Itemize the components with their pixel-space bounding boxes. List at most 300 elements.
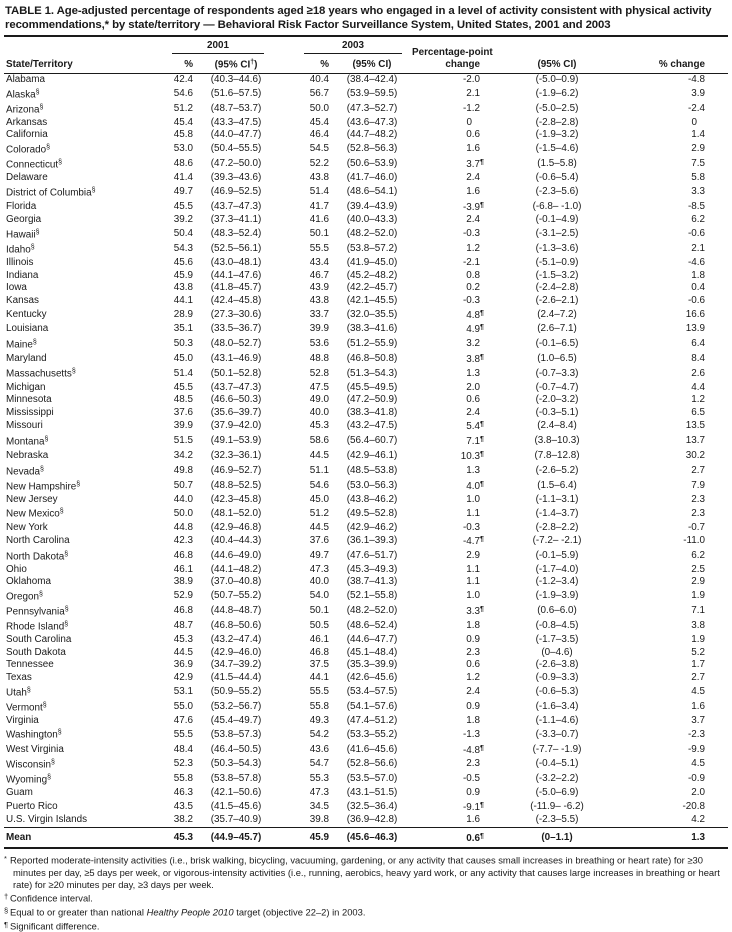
cell-2001-pct: 55.8 (173, 773, 193, 785)
change-value: 2.3 (466, 646, 480, 658)
cell-change-ci: (-2.3–5.5) (535, 814, 579, 826)
change-value: 1.8 (466, 620, 480, 632)
cell-2003-pct: 56.7 (309, 87, 329, 99)
change-value: -1.3 (462, 728, 480, 740)
cell-state (4, 419, 170, 434)
cell-change-ci: (-2.8–2.2) (535, 521, 579, 533)
cell-state (4, 743, 170, 758)
change-value: 1.2 (466, 243, 480, 255)
cell-2001-pct: 54.6 (173, 87, 193, 99)
pct-change-value: 2.9 (691, 576, 705, 588)
cell-2001-ci: (43.3–47.5) (210, 116, 262, 128)
cell-change-ci: (-1.9–3.2) (535, 129, 579, 141)
table-row (4, 102, 728, 117)
cell-2003-ci: (53.4–57.5) (346, 685, 398, 697)
cell-2001-pct: 45.0 (173, 352, 193, 364)
pct-change-value: -4.6 (687, 257, 705, 269)
cell-2001-pct: 45.5 (173, 200, 193, 212)
cell-change-ci: (-5.0–2.5) (535, 102, 579, 114)
footnote-confidence-interval (4, 891, 728, 905)
cell-2001-pct: 52.3 (173, 758, 193, 770)
cell-change (412, 185, 492, 200)
state-name: California (6, 129, 48, 141)
col-header-2001-ci (196, 56, 276, 74)
pct-change-value: 4.5 (691, 758, 705, 770)
cell-2001-ci: (41.5–44.4) (210, 672, 262, 684)
pct-change-value: 1.2 (691, 394, 705, 406)
cell-2001-pct: 51.2 (173, 102, 193, 114)
change-value: 2.4 (466, 214, 480, 226)
cell-2003-ci: (47.6–51.7) (346, 549, 398, 561)
change-value: 0 (466, 116, 472, 128)
cell-change (412, 589, 492, 604)
state-name: Michigan (6, 381, 46, 393)
cell-state (4, 727, 170, 742)
cell-2003-pct: 45.9 (276, 828, 332, 849)
cell-2001-pct: 51.4 (173, 367, 193, 379)
cell-2003-pct: 43.6 (309, 743, 329, 755)
cell-pct-change (622, 743, 728, 758)
cell-2001-pct: 46.8 (173, 605, 193, 617)
cell-2003-pct: 54.0 (309, 590, 329, 602)
cell-change (412, 700, 492, 715)
change-value: -2.0 (462, 74, 480, 85)
cell-2001-pct: 43.5 (173, 800, 193, 812)
cell-pct-change (622, 787, 728, 800)
cell-change-ci: (-5.1–0.9) (535, 257, 579, 269)
header-group-row (4, 37, 728, 56)
cell-2001-pct: 45.3 (170, 828, 196, 849)
pct-change-value: 30.2 (685, 450, 705, 462)
cell-2001-pct: 45.5 (173, 381, 193, 393)
footnote-text: Confidence interval. (10, 892, 93, 904)
hp2010-target-marker: § (57, 729, 62, 737)
hp2010-target-marker: § (42, 701, 47, 709)
cell-2001-ci: (42.1–50.6) (210, 787, 262, 799)
cell-2001-pct: 39.9 (173, 420, 193, 432)
cell-change (412, 87, 492, 102)
cell-change-ci: (-2.4–2.8) (535, 282, 579, 294)
cell-2001-ci: (43.7–47.3) (210, 200, 262, 212)
cell-change-ci: (-0.1–6.5) (535, 338, 579, 350)
cell-change-ci: (-0.4–5.1) (535, 758, 579, 770)
cell-2003-ci: (48.2–52.0) (346, 605, 398, 617)
cell-2003-pct: 44.5 (309, 450, 329, 462)
cell-pct-change (622, 337, 728, 352)
change-value: 0.8 (466, 269, 480, 281)
pct-change-value: 5.2 (691, 646, 705, 658)
change-value: 1.0 (466, 493, 480, 505)
cell-2001-ci: (27.3–30.6) (210, 308, 262, 320)
cell-change (412, 352, 492, 367)
cell-state (4, 242, 170, 257)
pct-change-value: -9.9 (687, 743, 705, 755)
cell-2001-pct: 48.6 (173, 158, 193, 170)
cell-change (412, 787, 492, 800)
pct-change-value: 1.3 (691, 832, 705, 844)
cell-change (412, 743, 492, 758)
col-header-percentage-point-change (412, 37, 492, 74)
table-row (4, 772, 728, 787)
cell-change-ci: (-5.0–6.9) (535, 787, 579, 799)
table-title: TABLE 1. Age-adjusted percentage of respondents aged ≥18 years who engaged in a level of activity consistent with physical activity recommendations,* by state/territory — Behavioral Risk Factor Surveillance System, United States, 2001 and 2003 (5, 5, 712, 31)
cell-2003-ci: (43.6–47.3) (346, 116, 398, 128)
cell-pct-change (622, 282, 728, 295)
change-value: 1.6 (466, 186, 480, 197)
change-value: 1.3 (466, 464, 480, 476)
cell-change (412, 74, 492, 87)
change-value: 5.4 (466, 421, 480, 433)
cell-2003-ci: (47.4–51.2) (346, 714, 398, 726)
cell-state (4, 102, 170, 117)
cell-2003-ci: (41.6–45.6) (346, 743, 398, 755)
change-value: 0.2 (466, 282, 480, 294)
state-name: Connecticut (6, 159, 59, 171)
change-value: -2.1 (462, 257, 480, 269)
cell-2001-ci: (44.9–45.7) (196, 828, 276, 849)
table-row (4, 366, 728, 381)
cell-change-ci: (-1.4–3.7) (535, 507, 579, 519)
cell-change (412, 117, 492, 130)
cell-2003-pct: 49.7 (309, 549, 329, 561)
cell-2003-pct: 52.8 (309, 367, 329, 379)
cell-change-ci: (2.4–8.4) (537, 420, 577, 432)
table-row (4, 464, 728, 479)
table-row (4, 589, 728, 604)
cell-change (412, 200, 492, 215)
table-row (4, 506, 728, 521)
state-name: Alaska (6, 89, 36, 101)
cell-2001-ci: (48.7–53.7) (210, 102, 262, 114)
cell-pct-change (622, 308, 728, 323)
cell-2001-ci: (41.5–45.6) (210, 800, 262, 812)
cell-state (4, 549, 170, 564)
cell-change (412, 382, 492, 395)
change-value: -0.3 (462, 228, 480, 240)
pct-change-value: 0.4 (691, 282, 705, 294)
cell-change-ci: (-1.5–3.2) (535, 269, 579, 281)
cell-pct-change (622, 214, 728, 227)
table-row (4, 407, 728, 420)
cell-2001-pct: 44.5 (173, 646, 193, 658)
cell-change-ci: (-6.8– -1.0) (532, 200, 582, 212)
cell-2001-pct: 55.0 (173, 700, 193, 712)
change-value: 1.1 (466, 576, 480, 588)
cell-2003-pct: 55.8 (309, 700, 329, 712)
cell-change-ci: (0–4.6) (541, 646, 573, 658)
cell-change (412, 172, 492, 185)
cell-state (4, 394, 170, 407)
cell-2001-pct: 36.9 (173, 659, 193, 671)
pct-change-value: -20.8 (682, 800, 705, 812)
cell-pct-change (622, 522, 728, 535)
cell-2001-pct: 49.8 (173, 464, 193, 476)
cell-2001-pct: 48.7 (173, 620, 193, 632)
cell-state (4, 117, 170, 130)
state-name: District of Columbia (6, 187, 92, 199)
significance-marker: ¶ (480, 201, 484, 209)
hp2010-target-marker: § (47, 774, 51, 782)
footnote-significant-difference (4, 919, 728, 932)
cell-pct-change (622, 295, 728, 308)
cell-change (412, 619, 492, 634)
table-row (4, 787, 728, 800)
col-header-state: State/Territory (4, 37, 170, 74)
change-value: 7.1 (466, 436, 480, 448)
table-row (4, 200, 728, 215)
cell-change-ci: (2.6–7.1) (537, 323, 577, 335)
cell-pct-change (622, 549, 728, 564)
cell-2003-pct: 34.5 (309, 800, 329, 812)
cell-pct-change (622, 434, 728, 449)
table-row (4, 227, 728, 242)
state-name: Illinois (6, 257, 34, 269)
cell-pct-change (622, 800, 728, 815)
cell-2003-ci: (39.4–43.9) (346, 200, 398, 212)
cell-change-ci: (-1.7–3.5) (535, 634, 579, 646)
cell-2001-ci: (50.4–55.5) (210, 143, 262, 155)
cell-2003-pct: 54.7 (309, 758, 329, 770)
cell-2001-ci: (46.8–50.6) (210, 620, 262, 632)
state-name: New York (6, 521, 48, 533)
cell-2001-ci: (44.6–49.0) (210, 549, 262, 561)
cell-2003-ci: (36.9–42.8) (346, 814, 398, 826)
cell-change (412, 282, 492, 295)
cell-state (4, 308, 170, 323)
cell-state (4, 685, 170, 700)
pct-change-value: 8.4 (691, 352, 705, 364)
cell-2003-ci: (48.2–52.0) (346, 228, 398, 240)
cell-2001-ci: (43.1–46.9) (210, 352, 262, 364)
change-value: -0.5 (462, 773, 480, 785)
table-row (4, 117, 728, 130)
cell-2001-ci: (44.0–47.7) (210, 129, 262, 141)
cell-2003-pct: 43.9 (309, 282, 329, 294)
cell-2001-ci: (40.4–44.3) (210, 535, 262, 547)
state-name: Mississippi (6, 406, 54, 418)
significance-marker: ¶ (480, 480, 484, 488)
cell-2001-ci: (47.2–50.0) (210, 158, 262, 170)
cell-pct-change (622, 772, 728, 787)
table-row (4, 494, 728, 507)
table-row (4, 757, 728, 772)
cell-state (4, 185, 170, 200)
table-row (4, 87, 728, 102)
hp2010-target-marker: § (35, 229, 40, 237)
significance-marker: ¶ (480, 451, 484, 459)
cell-2003-ci: (42.9–46.1) (346, 450, 398, 462)
data-table (4, 37, 728, 849)
significance-marker: ¶ (480, 421, 484, 429)
cell-state (4, 142, 170, 157)
cell-change-ci: (-5.0–0.9) (535, 74, 579, 85)
cell-state (4, 659, 170, 672)
pct-change-value: 1.9 (691, 634, 705, 646)
cell-change (412, 295, 492, 308)
pct-change-value: 4.4 (691, 381, 705, 393)
cell-2003-pct: 41.7 (309, 200, 329, 212)
cell-2001-ci: (48.1–52.0) (210, 507, 262, 519)
state-name: Guam (6, 787, 33, 799)
state-name: Pennsylvania (6, 606, 65, 618)
table-row (4, 214, 728, 227)
state-name: Florida (6, 200, 37, 212)
state-name: Nebraska (6, 450, 49, 462)
significance-marker: ¶ (480, 353, 484, 361)
cell-2001-pct: 50.7 (173, 479, 193, 491)
pct-change-value: 3.7 (691, 714, 705, 726)
cell-2001-ci: (53.8–57.8) (210, 773, 262, 785)
col-group-2001 (170, 37, 276, 56)
cell-2001-ci: (52.5–56.1) (210, 243, 262, 255)
table-row (4, 634, 728, 647)
cell-2001-pct: 55.5 (173, 728, 193, 740)
cell-2001-pct: 50.3 (173, 338, 193, 350)
cell-change-ci: (-2.6–3.8) (535, 659, 579, 671)
cell-2001-pct: 28.9 (173, 308, 193, 320)
col-header-pct-change: % change (622, 37, 728, 74)
cell-change-ci: (-3.1–2.5) (535, 228, 579, 240)
cell-pct-change (622, 366, 728, 381)
table-row (4, 800, 728, 815)
cell-2003-pct: 50.5 (309, 620, 329, 632)
healthy-people-2010-title: Healthy People 2010 (146, 906, 234, 918)
state-name: Missouri (6, 420, 43, 432)
cell-change-ci: (-0.6–5.4) (535, 172, 579, 184)
footnotes (4, 853, 728, 932)
cell-change (412, 464, 492, 479)
pilcrow-marker: ¶ (4, 919, 9, 929)
change-value: -1.2 (462, 102, 480, 114)
pct-change-value: 13.9 (685, 323, 705, 335)
footnote-text: target (objective 22–2) in 2003. (233, 906, 366, 918)
pct-change-value: -0.7 (687, 521, 705, 533)
cell-2003-pct: 45.0 (309, 493, 329, 505)
cell-state (4, 214, 170, 227)
cell-2003-ci: (32.0–35.5) (346, 308, 398, 320)
state-name: Nevada (6, 466, 41, 478)
cell-2003-ci: (42.9–46.2) (346, 521, 398, 533)
cell-change (412, 157, 492, 172)
change-value: 1.1 (466, 563, 480, 575)
cell-pct-change (622, 419, 728, 434)
cell-2003-ci: (49.5–52.8) (346, 507, 398, 519)
cell-state (4, 257, 170, 270)
state-name: Louisiana (6, 323, 49, 335)
change-label: change (445, 59, 480, 70)
footnote-activity-definition (4, 853, 728, 891)
cell-2003-ci: (45.3–49.3) (346, 563, 398, 575)
pct-change-value: 1.6 (691, 700, 705, 712)
cell-2003-pct: 51.2 (309, 507, 329, 519)
cell-2003-ci: (48.6–54.1) (346, 186, 398, 197)
cell-change-ci: (-0.7–4.7) (535, 381, 579, 393)
cell-state (4, 715, 170, 728)
cell-2001-ci: (33.5–36.7) (210, 323, 262, 335)
change-value: 0.9 (466, 634, 480, 646)
cell-pct-change (622, 185, 728, 200)
change-value: 2.4 (466, 685, 480, 697)
cell-state (4, 87, 170, 102)
cell-change (412, 337, 492, 352)
cell-pct-change (622, 828, 728, 849)
cell-pct-change (622, 715, 728, 728)
cell-change (412, 419, 492, 434)
pct-change-value: 2.3 (691, 507, 705, 519)
cell-2001-pct: 46.1 (173, 563, 193, 575)
table-row (4, 308, 728, 323)
cell-2003-ci: (44.7–48.2) (346, 129, 398, 141)
cell-pct-change (622, 494, 728, 507)
cell-2001-pct: 42.3 (173, 535, 193, 547)
cell-2001-pct: 48.5 (173, 394, 193, 406)
cell-change (412, 647, 492, 660)
cell-2001-pct: 53.0 (173, 143, 193, 155)
table-row (4, 419, 728, 434)
cell-2003-pct: 37.5 (309, 659, 329, 671)
cell-2001-pct: 42.4 (173, 74, 193, 85)
cell-change (412, 227, 492, 242)
cell-2001-pct: 43.8 (173, 282, 193, 294)
cell-state (4, 772, 170, 787)
cell-state (4, 464, 170, 479)
cell-2003-ci: (52.1–55.8) (346, 590, 398, 602)
cell-state (4, 757, 170, 772)
cell-pct-change (622, 464, 728, 479)
cell-2003-ci: (45.6–46.3) (332, 828, 412, 849)
cell-2001-ci: (32.3–36.1) (210, 450, 262, 462)
cell-2001-pct: 54.3 (173, 243, 193, 255)
cell-state (4, 449, 170, 464)
change-value: -4.7 (462, 536, 480, 548)
cell-change-ci: (-0.1–5.9) (535, 549, 579, 561)
change-value: 1.6 (466, 143, 480, 155)
cell-2003-pct: 47.3 (309, 563, 329, 575)
cell-2003-ci: (47.2–50.9) (346, 394, 398, 406)
table-row (4, 715, 728, 728)
cell-2001-pct: 39.2 (173, 214, 193, 226)
state-name: Utah (6, 687, 27, 699)
state-name: Oklahoma (6, 576, 52, 588)
state-name: Maine (6, 339, 33, 351)
cell-2001-pct: 51.5 (173, 435, 193, 447)
cell-pct-change (622, 576, 728, 589)
pct-change-value: 6.4 (691, 338, 705, 350)
cell-2003-pct: 54.6 (309, 479, 329, 491)
cell-change (412, 142, 492, 157)
cell-change-ci: (-1.5–4.6) (535, 143, 579, 155)
cell-change-ci: (-2.0–3.2) (535, 394, 579, 406)
table-row (4, 727, 728, 742)
cell-state (4, 604, 170, 619)
cell-pct-change (622, 242, 728, 257)
cell-pct-change (622, 619, 728, 634)
cell-state (4, 564, 170, 577)
state-name: Maryland (6, 352, 47, 364)
hp2010-target-marker: § (91, 186, 96, 194)
cell-state (4, 589, 170, 604)
cell-change (412, 270, 492, 283)
table-row (4, 322, 728, 337)
cell-2001-ci: (40.3–44.6) (210, 74, 262, 85)
state-name: Hawaii (6, 229, 36, 241)
table-row (4, 352, 728, 367)
change-value: 0.6 (466, 659, 480, 671)
cell-state (4, 479, 170, 494)
cell-2001-ci: (50.9–55.2) (210, 685, 262, 697)
cell-state (4, 506, 170, 521)
table-row (4, 534, 728, 549)
